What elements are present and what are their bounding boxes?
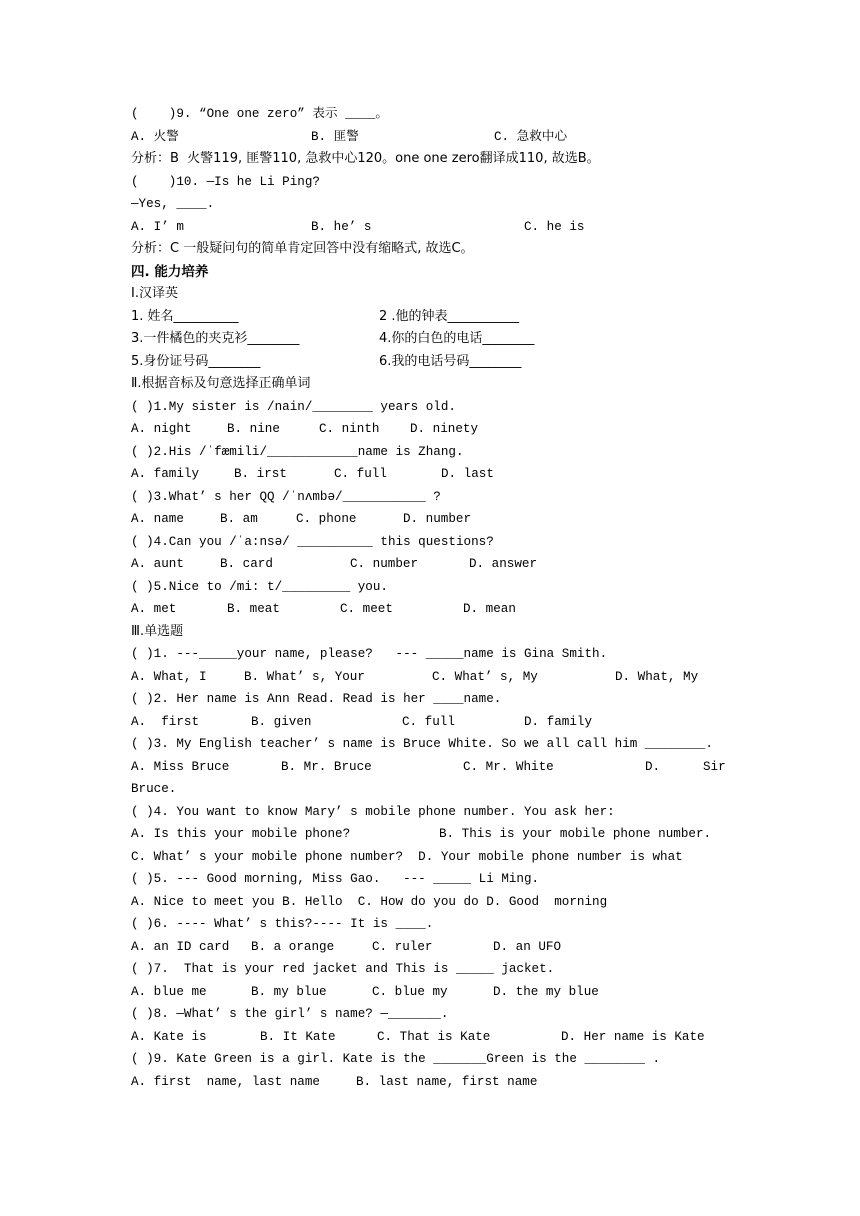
part1-item-3: 3.一件橘色的夹克衫________ bbox=[131, 331, 300, 346]
part1-row-1 bbox=[131, 306, 741, 329]
part2-q1-stem: ( )1.My sister is /nain/________ years old. bbox=[131, 399, 456, 414]
q9-option-b: B. 匪警 bbox=[311, 129, 359, 144]
option-a: A. name bbox=[131, 512, 184, 526]
option-a: A. first bbox=[131, 714, 200, 729]
part3-q6-options bbox=[131, 936, 741, 959]
option-c: C. phone bbox=[296, 512, 357, 526]
part2-q5-options bbox=[131, 598, 741, 621]
option-b: B. given bbox=[251, 714, 312, 729]
option-d: D. mean bbox=[463, 602, 516, 616]
option-a: A. an ID card bbox=[131, 939, 230, 954]
section-title: 四. 能力培养 bbox=[131, 263, 209, 280]
part3-q5-stem: ( )5. --- Good morning, Miss Gao. --- _____ Li Ming. bbox=[131, 872, 540, 886]
option-a: A. What, I bbox=[131, 669, 207, 684]
part3-q4-options-cd: C. What’ s your mobile phone number? D. Your mobile phone number is what bbox=[131, 849, 683, 864]
part2-q2-stem: ( )2.His /ˈfæmili/____________name is Zhang. bbox=[131, 444, 464, 459]
part2-q4-options bbox=[131, 553, 741, 576]
option-c: C. ruler bbox=[372, 939, 433, 954]
q10-option-b: B. he’ s bbox=[311, 219, 372, 234]
part3-q1-options bbox=[131, 666, 741, 689]
option-c: C. meet bbox=[340, 602, 393, 616]
option-b: B. irst bbox=[234, 467, 287, 481]
option-b: B. What’ s, Your bbox=[244, 669, 365, 684]
option-c: C. full bbox=[402, 714, 455, 729]
option-a: A. blue me bbox=[131, 984, 207, 999]
option-c: C. number bbox=[350, 557, 419, 571]
option-b: B. Mr. Bruce bbox=[281, 759, 372, 774]
option-b: B. It Kate bbox=[260, 1029, 336, 1044]
q10-option-a: A. I’ m bbox=[131, 219, 184, 234]
part1-item-5: 5.身份证号码________ bbox=[131, 353, 261, 369]
option-b: B. a orange bbox=[251, 939, 335, 954]
part3-q3-options bbox=[131, 756, 741, 779]
part2-q1-options bbox=[131, 418, 741, 441]
part3-q3-wrap: Bruce. bbox=[131, 782, 177, 796]
part3-q6-stem: ( )6. ---- What’ s this?---- It is ____. bbox=[131, 917, 434, 931]
part3-q8-options bbox=[131, 1026, 741, 1049]
part2-q4-stem: ( )4.Can you /ˈa:nsə/ __________ this questions? bbox=[131, 534, 494, 549]
part3-q9-stem: ( )9. Kate Green is a girl. Kate is the _______Green is the ________ . bbox=[131, 1052, 661, 1066]
part3-q5-options: A. Nice to meet you B. Hello C. How do you do D. Good morning bbox=[131, 894, 608, 909]
option-c: C. That is Kate bbox=[377, 1029, 491, 1044]
option-d: D. Her name is Kate bbox=[561, 1029, 705, 1044]
option-d: D. last bbox=[441, 467, 494, 481]
part3-q2-stem: ( )2. Her name is Ann Read. Read is her ____name. bbox=[131, 692, 502, 706]
option-a: A. Kate is bbox=[131, 1029, 207, 1044]
q10-option-c: C. he is bbox=[524, 219, 585, 234]
part1-title: Ⅰ.汉译英 bbox=[131, 286, 178, 301]
part3-title: Ⅲ.单选题 bbox=[131, 623, 184, 639]
option-d-text: Sir bbox=[703, 759, 726, 774]
part3-q9-options bbox=[131, 1071, 741, 1094]
part2-q3-stem: ( )3.What’ s her QQ /ˈnʌmbə/___________ ? bbox=[131, 489, 441, 504]
q10-analysis: 分析：C 一般疑问句的简单肯定回答中没有缩略式, 故选C。 bbox=[131, 241, 474, 256]
option-b: B. am bbox=[220, 512, 258, 526]
part1-item-1: 1. 姓名__________ bbox=[131, 308, 239, 324]
part3-q4-options-ab bbox=[131, 823, 741, 846]
option-d: D. answer bbox=[469, 557, 538, 571]
part3-q1-stem: ( )1. ---_____your name, please? --- _____name is Gina Smith. bbox=[131, 647, 608, 661]
option-a: A. Is this your mobile phone? bbox=[131, 827, 351, 841]
option-c: C. full bbox=[334, 467, 387, 481]
part1-item-2: 2 .他的钟表___________ bbox=[379, 308, 520, 324]
option-b: B. last name, first name bbox=[356, 1074, 538, 1089]
q9-option-a: A. 火警 bbox=[131, 129, 179, 144]
part2-q2-options bbox=[131, 463, 741, 486]
option-b: B. meat bbox=[227, 602, 280, 616]
option-d: D. ninety bbox=[410, 422, 479, 436]
q10-reply: —Yes, ____. bbox=[131, 197, 215, 211]
q9-option-c: C. 急救中心 bbox=[494, 129, 568, 144]
part3-q3-stem: ( )3. My English teacher’ s name is Bruce White. So we all call him ________. bbox=[131, 737, 713, 751]
q9-options bbox=[131, 126, 741, 149]
part2-q3-options bbox=[131, 508, 741, 531]
option-a: A. Miss Bruce bbox=[131, 759, 230, 774]
option-a: A. night bbox=[131, 422, 192, 436]
option-b: B. my blue bbox=[251, 984, 327, 999]
part3-q4-stem: ( )4. You want to know Mary’ s mobile phone number. You ask her: bbox=[131, 804, 615, 819]
part2-q5-stem: ( )5.Nice to /mi: t/_________ you. bbox=[131, 579, 388, 594]
worksheet-page bbox=[131, 103, 741, 1093]
option-d: D. number bbox=[403, 512, 472, 526]
option-c: C. blue my bbox=[372, 984, 448, 999]
option-a: A. family bbox=[131, 467, 200, 481]
part3-q7-stem: ( )7. That is your red jacket and This is _____ jacket. bbox=[131, 962, 555, 976]
option-a: A. met bbox=[131, 602, 177, 616]
part2-title: Ⅱ.根据音标及句意选择正确单词 bbox=[131, 376, 311, 391]
option-b: B. card bbox=[220, 557, 273, 571]
option-b: B. This is your mobile phone number. bbox=[439, 827, 712, 841]
option-d: D. the my blue bbox=[493, 984, 599, 999]
part1-item-4: 4.你的白色的电话________ bbox=[379, 331, 535, 346]
part1-row-2 bbox=[131, 328, 741, 351]
option-a: A. aunt bbox=[131, 557, 184, 571]
part3-q7-options bbox=[131, 981, 741, 1004]
option-c: C. What’ s, My bbox=[432, 669, 538, 684]
option-c: C. ninth bbox=[319, 422, 380, 436]
q9-analysis: 分析：B 火警119, 匪警110, 急救中心120。one one zero翻译成110, 故选B。 bbox=[131, 151, 600, 166]
option-a: A. first name, last name bbox=[131, 1074, 320, 1089]
option-d: D. What, My bbox=[615, 669, 699, 684]
part3-q2-options bbox=[131, 711, 741, 734]
part3-q8-stem: ( )8. —What’ s the girl’ s name? —_______. bbox=[131, 1007, 449, 1021]
option-b: B. nine bbox=[227, 422, 280, 436]
part1-item-6: 6.我的电话号码________ bbox=[379, 353, 522, 369]
option-d: D. bbox=[645, 759, 661, 774]
q10-stem: ( )10. —Is he Li Ping? bbox=[131, 174, 320, 189]
q10-options bbox=[131, 216, 741, 239]
option-d: D. family bbox=[524, 714, 593, 729]
q9-stem: ( )9. “One one zero” 表示 ____。 bbox=[131, 107, 388, 121]
option-c: C. Mr. White bbox=[463, 759, 554, 774]
option-d: D. an UFO bbox=[493, 939, 562, 954]
part1-row-3 bbox=[131, 351, 741, 374]
